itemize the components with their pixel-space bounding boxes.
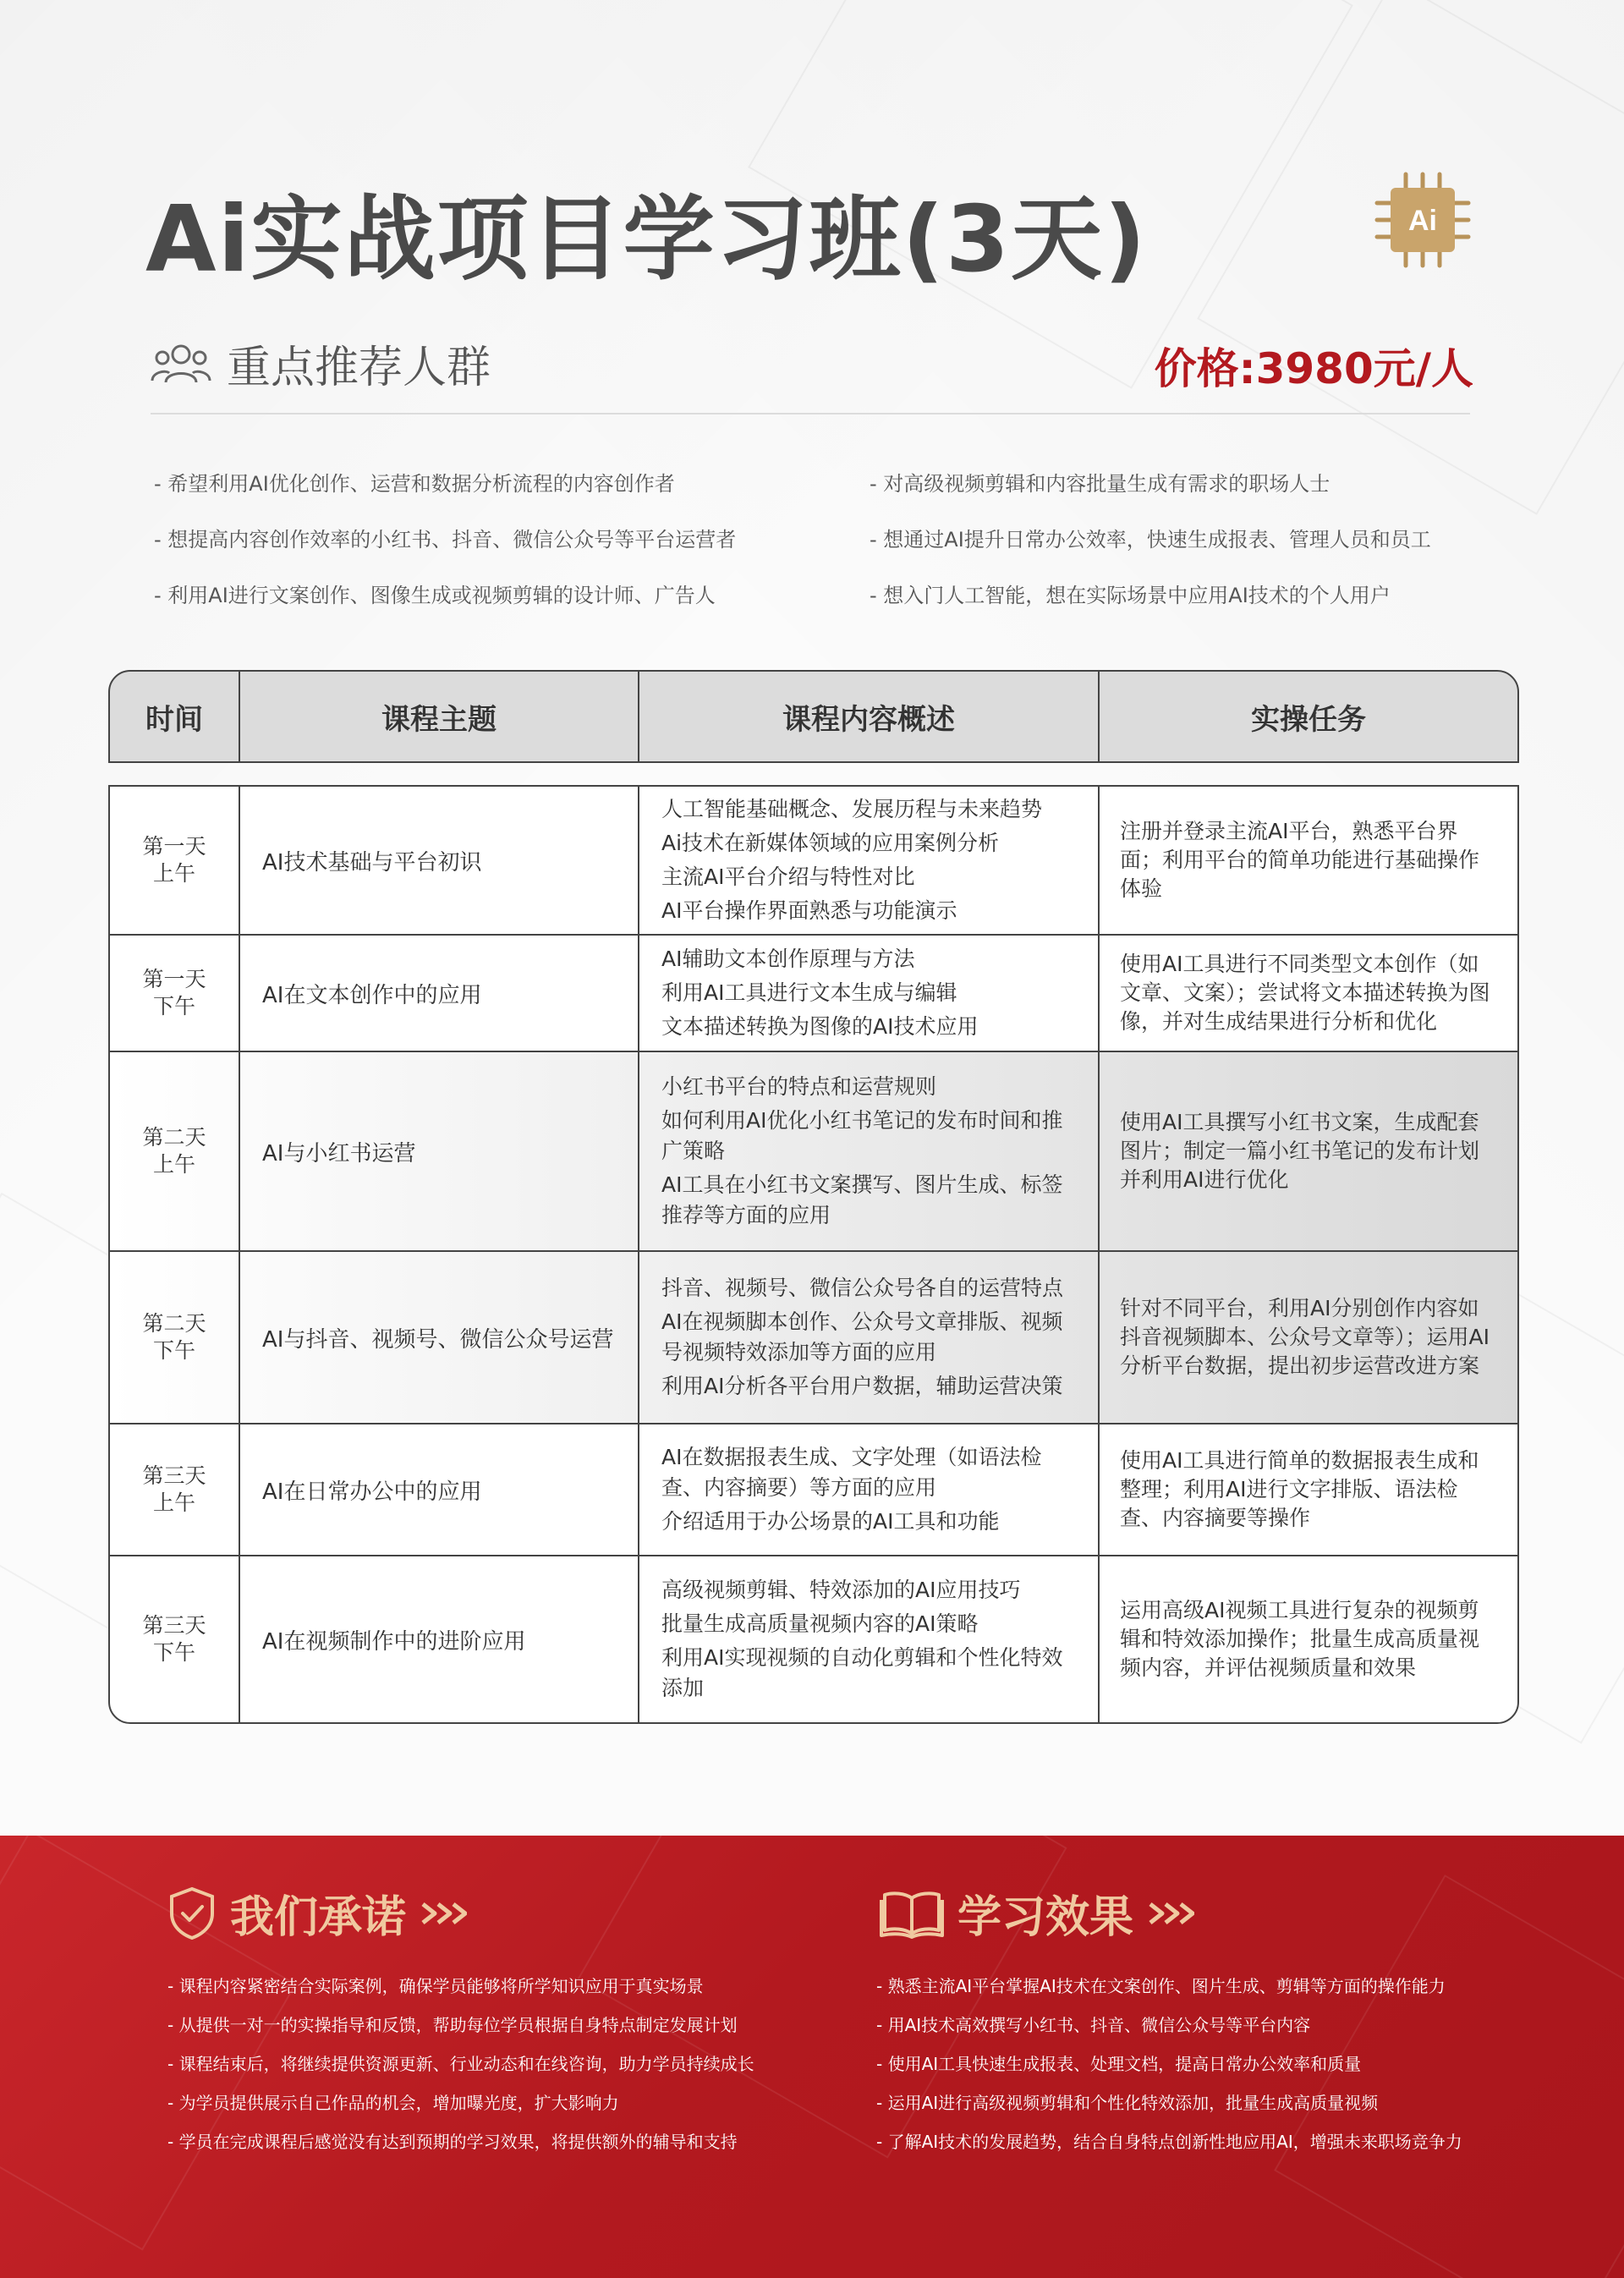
period-label: 下午 [152,994,195,1018]
task-cell: 注册并登录主流AI平台，熟悉平台界面；利用平台的简单功能进行基础操作体验 [1120,819,1480,901]
task-cell: 使用AI工具进行简单的数据报表生成和整理；利用AI进行文字排版、语法检查、内容摘要等操作 [1120,1448,1479,1530]
divider [151,413,1470,414]
content-cell [639,1424,1100,1555]
list-item: - 使用AI工具快速生成报表、处理文档，提高日常办公效率和质量 [876,2054,1362,2074]
topic-cell: AI在日常办公中的应用 [240,1424,639,1555]
content-line: AI工具在小红书文案撰写、图片生成、标签推荐等方面的应用 [661,1172,1063,1227]
task-cell: 针对不同平台，利用AI分别创作内容如抖音视频脚本、公众号文章等）；运用AI分析平台数据，提出初步运营改进方案 [1120,1296,1490,1378]
list-item: - 熟悉主流AI平台掌握AI技术在文案创作、图片生成、剪辑等方面的操作能力 [876,1976,1446,1996]
task-cell: 使用AI工具进行不同类型文本创作（如文章、文案）；尝试将文本描述转换为图像，并对生成结果进行分析和优化 [1120,952,1490,1034]
table-row [110,1052,1517,1252]
list-item: - 运用AI进行高级视频剪辑和个性化特效添加，批量生成高质量视频 [876,2093,1379,2113]
time-cell [110,1252,240,1423]
audience-list-right [870,467,1431,634]
chip-label: Ai [1408,205,1437,237]
effect-title: 学习效果 [957,1892,1134,1943]
table-row [110,936,1517,1052]
schedule-table-header [108,670,1519,763]
content-line: Ai技术在新媒体领域的应用案例分析 [661,831,1000,855]
people-icon [151,342,211,386]
content-line: 人工智能基础概念、发展历程与未来趋势 [661,797,1043,821]
period-label: 下午 [152,1338,195,1363]
content-line: 如何利用AI优化小红书笔记的发布时间和推广策略 [661,1108,1063,1163]
table-row [110,1252,1517,1424]
book-icon [880,1888,944,1939]
audience-list-left [154,467,736,634]
day-label: 第二天 [142,1125,206,1150]
list-item: - 课程内容紧密结合实际案例，确保学员能够将所学知识应用于真实场景 [167,1976,704,1996]
price-label: 价格:3980元/人 [1154,344,1473,393]
header-topic: 课程主题 [240,672,639,761]
table-row [110,1556,1517,1722]
list-item: - 对高级视频剪辑和内容批量生成有需求的职场人士 [870,472,1330,496]
content-line: AI在视频脚本创作、公众号文章排版、视频号视频特效添加等方面的应用 [661,1309,1063,1364]
content-line: 介绍适用于办公场景的AI工具和功能 [661,1509,1000,1534]
shield-check-icon [167,1886,217,1940]
content-line: AI在数据报表生成、文字处理（如语法检查、内容摘要）等方面的应用 [661,1445,1042,1500]
time-cell [110,787,240,934]
topic-cell: AI与抖音、视频号、微信公众号运营 [240,1252,639,1423]
day-label: 第三天 [142,1463,206,1488]
double-chevron-icon [1147,1901,1194,1926]
content-line: AI平台操作界面熟悉与功能演示 [661,898,957,923]
time-cell [110,1052,240,1250]
list-item: - 课程结束后，将继续提供资源更新、行业动态和在线咨询，助力学员持续成长 [167,2054,754,2074]
time-cell [110,1424,240,1555]
day-label: 第二天 [142,1311,206,1336]
content-cell [639,1052,1100,1250]
list-item: - 学员在完成课程后感觉没有达到预期的学习效果，将提供额外的辅导和支持 [167,2132,738,2152]
content-line: 主流AI平台介绍与特性对比 [661,865,915,889]
day-label: 第一天 [142,967,206,991]
day-label: 第一天 [142,834,206,859]
list-item: - 从提供一对一的实操指导和反馈，帮助每位学员根据自身特点制定发展计划 [167,2015,738,2035]
list-item: - 为学员提供展示自己作品的机会，增加曝光度，扩大影响力 [167,2093,619,2113]
header-content: 课程内容概述 [639,672,1100,761]
topic-cell: AI在文本创作中的应用 [240,936,639,1051]
list-item: - 想提高内容创作效率的小红书、抖音、微信公众号等平台运营者 [154,528,737,552]
topic-cell: AI技术基础与平台初识 [240,787,639,934]
time-cell [110,1556,240,1722]
period-label: 上午 [152,1490,195,1515]
topic-cell: AI在视频制作中的进阶应用 [240,1556,639,1722]
list-item: - 希望利用AI优化创作、运营和数据分析流程的内容创作者 [154,472,675,496]
content-line: 利用AI实现视频的自动化剪辑和个性化特效添加 [661,1645,1063,1700]
table-row [110,787,1517,936]
period-label: 上午 [152,861,195,886]
schedule-table [108,785,1519,1724]
topic-cell: AI与小红书运营 [240,1052,639,1250]
content-line: 抖音、视频号、微信公众号各自的运营特点 [661,1276,1064,1300]
list-item: - 想入门人工智能，想在实际场景中应用AI技术的个人用户 [870,584,1391,607]
period-label: 下午 [152,1640,195,1665]
content-cell [639,936,1100,1051]
content-line: 利用AI分析各平台用户数据，辅助运营决策 [661,1374,1063,1398]
promise-header [167,1881,467,1945]
content-line: 高级视频剪辑、特效添加的AI应用技巧 [661,1578,1021,1602]
effect-header [880,1881,1194,1945]
list-item: - 了解AI技术的发展趋势，结合自身特点创新性地应用AI，增强未来职场竞争力 [876,2132,1462,2152]
ai-chip-icon [1372,169,1473,271]
audience-header [151,332,491,395]
list-item: - 利用AI进行文案创作、图像生成或视频剪辑的设计师、广告人 [154,584,716,607]
day-label: 第三天 [142,1613,206,1638]
content-line: 小红书平台的特点和运营规则 [661,1074,937,1099]
time-cell [110,936,240,1051]
header-time: 时间 [110,672,240,761]
period-label: 上午 [152,1152,195,1177]
table-row [110,1424,1517,1556]
content-line: 利用AI工具进行文本生成与编辑 [661,980,957,1005]
header-task: 实操任务 [1251,702,1366,737]
task-cell: 使用AI工具撰写小红书文案，生成配套图片；制定一篇小红书笔记的发布计划并利用AI进行优化 [1120,1110,1480,1192]
task-cell: 运用高级AI视频工具进行复杂的视频剪辑和特效添加操作；批量生成高质量视频内容，并评估视频质量和效果 [1120,1598,1480,1680]
content-cell [639,1556,1100,1722]
content-line: 批量生成高质量视频内容的AI策略 [661,1611,979,1636]
list-item: - 用AI技术高效撰写小红书、抖音、微信公众号等平台内容 [876,2015,1311,2035]
audience-title: 重点推荐人群 [227,343,491,393]
double-chevron-icon [420,1901,467,1926]
content-line: 文本描述转换为图像的AI技术应用 [661,1014,979,1039]
promise-list [167,1973,754,2167]
list-item: - 想通过AI提升日常办公效率，快速生成报表、管理人员和员工 [870,528,1431,552]
content-line: AI辅助文本创作原理与方法 [661,947,915,971]
page-title: Ai实战项目学习班(3天) [145,187,1148,293]
content-cell [639,787,1100,934]
content-cell [639,1252,1100,1423]
promise-title: 我们承诺 [230,1892,407,1943]
effect-list [876,1973,1462,2167]
